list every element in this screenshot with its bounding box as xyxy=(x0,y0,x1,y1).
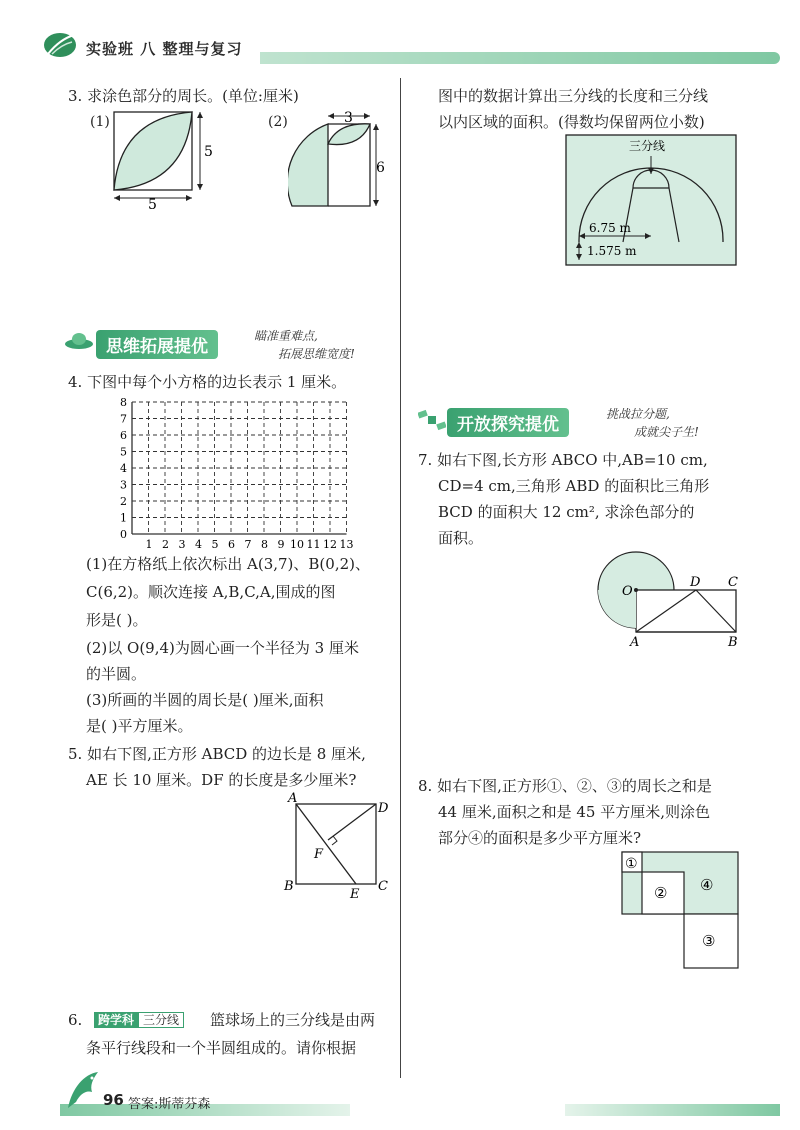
section2-note1: 挑战拉分题, xyxy=(606,407,670,421)
q8-label-4: ④ xyxy=(700,876,714,894)
q7-label-C: C xyxy=(728,575,738,590)
column-divider xyxy=(400,78,401,1078)
section-title-thinking: 思维拓展提优 xyxy=(96,330,218,359)
q4-part1-line2: C(6,2)。顺次连接 A,B,C,A,围成的图 xyxy=(86,583,336,601)
q8-line3: 部分④的面积是多少平方厘米? xyxy=(438,829,642,847)
q5-figure xyxy=(282,790,392,900)
q7-label-D: D xyxy=(690,575,701,590)
q8-label-3: ③ xyxy=(702,932,716,950)
q7-line2: CD=4 cm,三角形 ABD 的面积比三角形 xyxy=(438,477,710,495)
q6-fig-title: 三分线 xyxy=(629,139,666,153)
footer-answer: 答案:斯蒂芬森 xyxy=(128,1097,211,1112)
q8-figure xyxy=(620,850,742,972)
q5-label-F: F xyxy=(314,847,324,862)
q6-tag-subject: 跨学科 xyxy=(94,1012,138,1028)
grid-x-label: 7 xyxy=(244,538,252,548)
grid-y-label: 3 xyxy=(120,478,127,492)
grid-x-label: 13 xyxy=(339,538,354,548)
q4-part2-line1: (2)以 O(9,4)为圆心画一个半径为 3 厘米 xyxy=(86,639,359,657)
grid-y-label: 8 xyxy=(120,396,127,409)
q4-stem: 4. 下图中每个小方格的边长表示 1 厘米。 xyxy=(68,373,347,391)
q8-label-2: ② xyxy=(654,884,668,902)
q6-tag-topic: 三分线 xyxy=(138,1012,184,1028)
q7-line3: BCD 的面积大 12 cm², 求涂色部分的 xyxy=(438,503,695,521)
grid-x-label: 5 xyxy=(211,538,219,548)
q5-line1: 5. 如右下图,正方形 ABCD 的边长是 8 厘米, xyxy=(68,745,366,763)
q5-line2: AE 长 10 厘米。DF 的长度是多少厘米? xyxy=(86,771,357,789)
grid-x-label: 9 xyxy=(277,538,285,548)
section1-note1: 瞄准重难点, xyxy=(254,329,318,343)
grid-x-label: 4 xyxy=(195,538,202,548)
q7-label-B: B xyxy=(728,635,738,650)
grid-x-label: 1 xyxy=(145,538,153,548)
grid-y-label: 6 xyxy=(120,429,127,442)
q3-fig1-width: 5 xyxy=(148,197,157,210)
q6-line4: 以内区域的面积。(得数均保留两位小数) xyxy=(438,113,705,131)
q7-line1: 7. 如右下图,长方形 ABCO 中,AB=10 cm, xyxy=(418,451,708,469)
grid-y-label: 7 xyxy=(120,412,127,426)
footer-bar-right xyxy=(565,1104,780,1116)
q8-line1: 8. 如右下图,正方形①、②、③的周长之和是 xyxy=(418,777,712,795)
q6-line3: 图中的数据计算出三分线的长度和三分线 xyxy=(438,87,709,105)
q7-figure xyxy=(594,548,744,652)
grid-x-label: 10 xyxy=(290,538,304,548)
grid-y-label: 0 xyxy=(120,528,127,541)
q6-tag xyxy=(94,1011,184,1028)
q8-line2: 44 厘米,面积之和是 45 平方厘米,则涂色 xyxy=(438,803,711,821)
q3-fig2-height: 6 xyxy=(376,160,385,176)
q5-label-A: A xyxy=(288,791,298,806)
header-title: 实验班 八 整理与复习 xyxy=(86,40,243,58)
dolphin-icon xyxy=(62,1068,102,1118)
q6-dim-offset: 1.575 m xyxy=(587,244,637,258)
q3-fig2-top: 3 xyxy=(344,110,353,126)
q4-part3-line1: (3)所画的半圆的周长是( )厘米,面积 xyxy=(86,691,324,709)
q4-part1-line3: 形是( )。 xyxy=(86,611,148,629)
grid-x-label: 6 xyxy=(228,538,235,548)
section2-note2: 成就尖子生! xyxy=(634,425,699,439)
q5-label-C: C xyxy=(378,879,388,894)
q6-dim-radius: 6.75 m xyxy=(589,221,631,235)
q6-court-figure xyxy=(565,134,737,266)
grid-x-label: 11 xyxy=(306,538,321,548)
q4-part1-line1: (1)在方格纸上依次标出 A(3,7)、B(0,2)、 xyxy=(86,555,370,573)
page-number: 96 xyxy=(103,1091,124,1109)
q3-figure-2 xyxy=(288,108,388,213)
q3-fig1-height: 5 xyxy=(204,144,213,160)
header-bar xyxy=(260,52,780,64)
q5-label-B: B xyxy=(284,879,294,894)
grid-y-label: 4 xyxy=(120,462,127,475)
grid-y-label: 1 xyxy=(120,511,127,525)
q7-label-A: A xyxy=(630,635,640,650)
grid-x-label: 3 xyxy=(178,538,186,548)
grid-y-label: 2 xyxy=(120,495,127,508)
q3-figure-1 xyxy=(108,108,218,210)
q3-stem: 3. 求涂色部分的周长。(单位:厘米) xyxy=(68,87,299,105)
section1-note2: 拓展思维宽度! xyxy=(278,347,355,361)
q6-line1: 篮球场上的三分线是由两 xyxy=(210,1011,376,1029)
q4-grid xyxy=(118,396,358,548)
q6-line2: 条平行线段和一个半圆组成的。请你根据 xyxy=(86,1039,357,1057)
grid-x-label: 12 xyxy=(323,538,337,548)
ufo-icon xyxy=(64,330,94,356)
section-title-open: 开放探究提优 xyxy=(447,408,569,437)
satellite-icon xyxy=(418,408,446,436)
grid-x-label: 2 xyxy=(162,538,169,548)
q7-line4: 面积。 xyxy=(438,529,484,547)
q7-label-O: O xyxy=(622,584,633,599)
grid-x-label: 8 xyxy=(261,538,268,548)
q8-label-1: ① xyxy=(625,856,638,872)
q5-label-E: E xyxy=(350,887,360,900)
q6-number: 6. xyxy=(68,1011,83,1029)
q4-part3-line2: 是( )平方厘米。 xyxy=(86,717,193,735)
q4-part2-line2: 的半圆。 xyxy=(86,665,147,683)
q3-fig1-label: (1) xyxy=(90,114,110,130)
q3-fig2-label: (2) xyxy=(268,114,288,130)
leaf-logo-icon xyxy=(42,30,78,60)
grid-y-label: 5 xyxy=(120,445,127,459)
q5-label-D: D xyxy=(378,801,389,816)
